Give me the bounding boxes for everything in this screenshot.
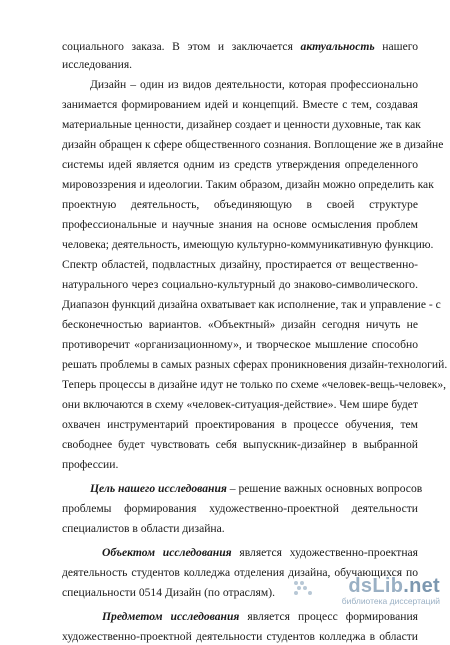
text-line: Цель нашего исследования – решение важных основных вопросов xyxy=(90,482,423,495)
logo-dots-icon xyxy=(294,581,318,595)
text-line: профессиональные и научные знания на основе осмысления проблем xyxy=(62,218,418,231)
text-line: бесконечностью вариантов. «Объектный» дизайн сегодня ничуть не xyxy=(62,318,418,331)
text-line: материальные ценности, дизайнер создает и ценности духовные, так как xyxy=(62,118,421,131)
text-line: они включаются в схему «человек-ситуация-действие». Чем шире будет xyxy=(62,398,418,411)
text-line: проблемы формирования художественно-проектной деятельности xyxy=(62,502,418,515)
text-line: решать проблемы в самых разных сферах проникновения дизайн-технологий. xyxy=(62,358,448,371)
dslib-watermark xyxy=(290,576,440,606)
text-line: Объектом исследования является художественно-проектная xyxy=(102,546,419,559)
text-line: Диапазон функций дизайна охватывает как исполнение, так и управление - с xyxy=(62,298,441,311)
text-line: занимается формированием идей и концепций. Вместе с тем, создавая xyxy=(62,98,418,111)
text-line: социального заказа. В этом и заключается актуальность нашего xyxy=(62,40,418,53)
keyword-tsel: Цель нашего исследования xyxy=(90,482,227,495)
text-line: специалистов в области дизайна. xyxy=(62,522,225,535)
text-line: художественно-проектной деятельности студентов колледжа в области xyxy=(62,630,418,643)
keyword-aktualnost: актуальность xyxy=(300,40,375,53)
text-line: исследования. xyxy=(62,58,133,71)
text-line: системы идей является одним из средств утверждения определенного xyxy=(62,158,418,171)
dslib-subtitle: библиотека диссертаций xyxy=(341,596,440,606)
keyword-obekt: Объектом исследования xyxy=(102,546,232,559)
text-line: человека; деятельность, имеющую культурно-коммуникативную функцию. xyxy=(62,238,434,251)
text-line: охвачен инструментарий проектирования в процессе обучения, тем xyxy=(62,418,418,431)
text-line: натурального через социально-культурный до знаково-символического. xyxy=(62,278,418,291)
text-line: дизайн обращен к сфере общественного сознания. Воплощение же в дизайне xyxy=(62,138,444,151)
text-line: Спектр областей, подвластных дизайну, простирается от вещественно- xyxy=(62,258,418,271)
text-line: противоречит «организационному», и творческое мышление способно xyxy=(62,338,418,351)
dslib-logo: dsLib.net xyxy=(348,575,440,597)
text-line: Предметом исследования является процесс формирования xyxy=(102,610,418,623)
text-line: Дизайн – один из видов деятельности, которая профессионально xyxy=(90,78,418,91)
text-line: свободнее будет чувствовать себя выпускник-дизайнер в выбранной xyxy=(62,438,418,451)
keyword-predmet: Предметом исследования xyxy=(102,610,240,623)
text-line: специальности 0514 Дизайн (по отраслям). xyxy=(62,586,275,599)
text-line: мировоззрения и идеологии. Таким образом, дизайн можно определить как xyxy=(62,178,434,191)
text-line: деятельность студентов колледжа отделения дизайна, обучающихся по xyxy=(62,566,418,579)
text-line: проектную деятельность, объединяющую в своей структуре xyxy=(62,198,418,211)
text-line: профессии. xyxy=(62,458,119,471)
text-line: Теперь процессы в дизайне идут не только по схеме «человек-вещь-человек», xyxy=(62,378,447,391)
